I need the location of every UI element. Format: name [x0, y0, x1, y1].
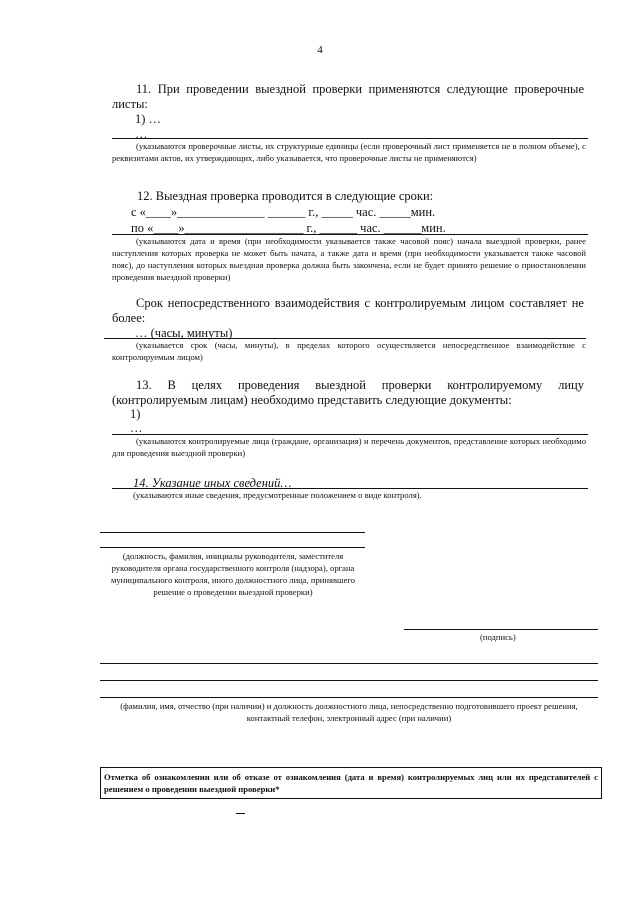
section-14-note: (указываются иные сведения, предусмотренные положением о виде контроля). [133, 490, 422, 500]
section-11-heading: 11. При проведении выездной проверки применяются следующие проверочные листы: [112, 82, 584, 111]
section-13-item-1: 1) [130, 407, 141, 421]
section-11-note: (указываются проверочные листы, их структурные единицы (если проверочный лист применяется не в полном объеме), с реквизитами актов, их утверждающих, либо указывается, что проверочные листы не применяются) [112, 141, 586, 163]
section-13-note: (указываются контролируемые лица (граждане, организация) и перечень документов, представление которых необходимо для проведения выездной проверки) [112, 436, 586, 458]
dash-mark [236, 813, 245, 814]
term-value: … (часы, минуты) [135, 326, 233, 340]
section-14-heading: 14. Указание иных сведений… [133, 476, 292, 490]
preparer-line-1 [100, 663, 598, 664]
official-line-2 [100, 547, 365, 548]
preparer-line-3 [100, 697, 598, 698]
term-note: (указывается срок (часы, минуты), в пределах которого осуществляется непосредственное взаимодействие с контролируемым лицом) [112, 340, 586, 362]
official-line-1 [100, 532, 365, 533]
section-12-note: (указываются дата и время (при необходимости указывается также часовой пояс) начала выездной проверки, ранее наступления которых проверка не может быть начата, а также дата и время (при необходимости указывается также часовой пояс), до наступления которых выездная проверка должна быть закончена, если не будет принято решение о приостановлении проведения выездной проверки) [112, 236, 586, 282]
acknowledgement-text: Отметка об ознакомлении или об отказе от ознакомления (дата и время) контролируемых лиц или их представителей с решением о проведении выездной проверки* [104, 772, 598, 794]
section-13-dots: … [130, 421, 143, 435]
official-note: (должность, фамилия, инициалы руководителя, заместителя руководителя органа государственного контроля (надзора), органа муниципального контроля, иного должностного лица, принявшего решение о проведении выездной проверки) [110, 551, 356, 597]
preparer-line-2 [100, 680, 598, 681]
section-11-item-1: 1) … [135, 112, 162, 126]
signature-label: (подпись) [480, 632, 516, 642]
section-13-heading: 13. В целях проведения выездной проверки контролируемому лицу (контролируемым лицам) необходимо представить следующие документы: [112, 378, 584, 407]
preparer-note: (фамилия, имя, отчество (при наличии) и должность должностного лица, непосредственно подготовившего проект решения, контактный телефон, электронный адрес (при наличии) [120, 701, 578, 723]
section-11-line [112, 138, 588, 139]
section-12-heading: 12. Выездная проверка проводится в следующие сроки: [137, 189, 434, 203]
term-heading: Срок непосредственного взаимодействия с контролируемым лицом составляет не более: [112, 296, 584, 325]
page-number: 4 [317, 44, 323, 56]
section-12-from-line: с «____»______________ ______ г., _____ час. _____мин. [131, 205, 436, 219]
acknowledgement-box [100, 767, 602, 799]
signature-line [404, 629, 598, 630]
section-12-to-line: по «____»___________________ г., ______ час. ______мин. [131, 221, 446, 235]
section-11-dots: … [135, 127, 148, 141]
